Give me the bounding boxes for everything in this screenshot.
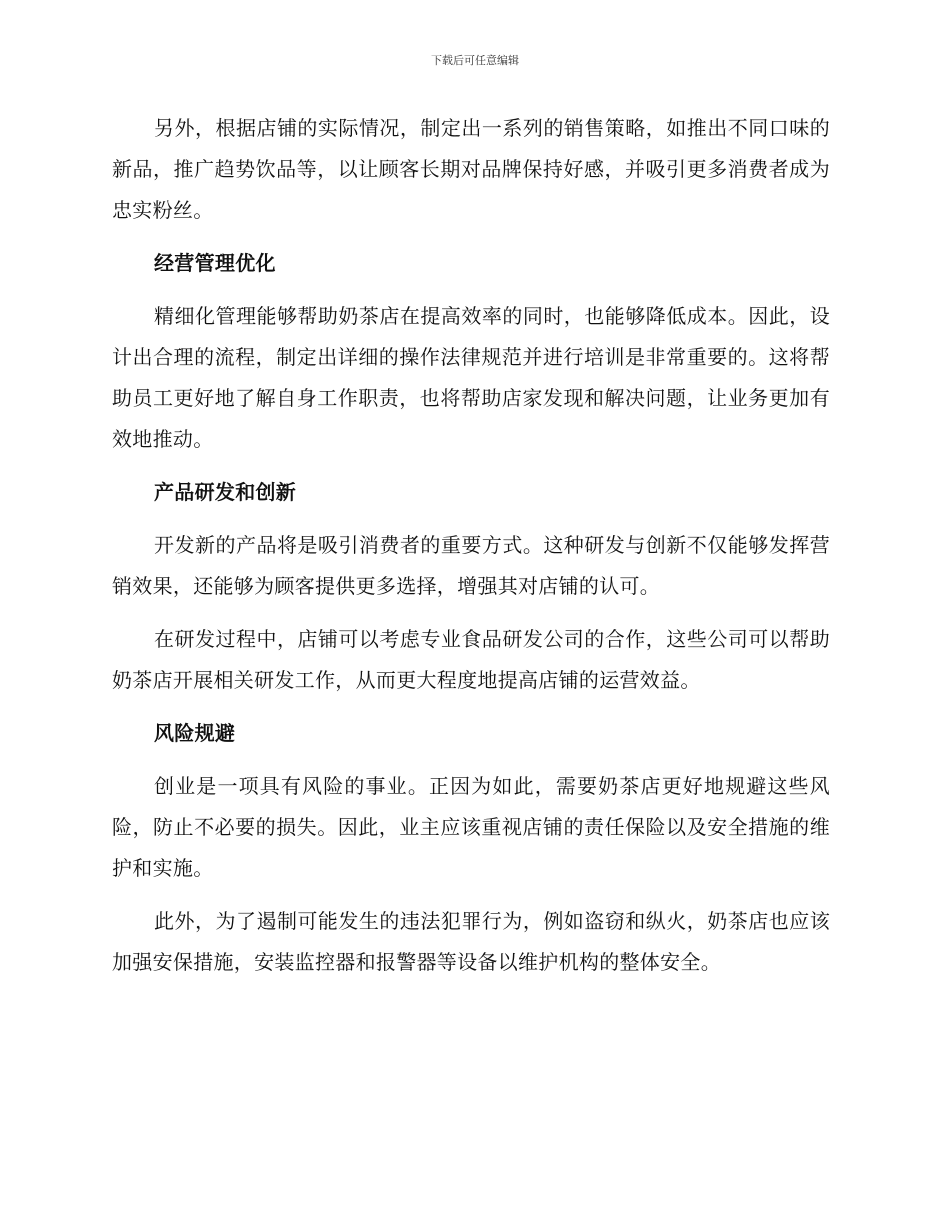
section-heading-risk: 风险规避 xyxy=(154,721,236,745)
risk-paragraph-1: 创业是一项具有风险的事业。正因为如此，需要奶茶店更好地规避这些风险，防止不必要的损失。因此，业主应该重视店铺的责任保险以及安全措施的维护和实施。 xyxy=(112,774,830,880)
section-heading-product-rd: 产品研发和创新 xyxy=(154,480,297,504)
product-rd-paragraph-1: 开发新的产品将是吸引消费者的重要方式。这种研发与创新不仅能够发挥营销效果，还能够为顾客提供更多选择，增强其对店铺的认可。 xyxy=(112,533,830,598)
page-header-note: 下载后可任意编辑 xyxy=(431,54,519,67)
product-rd-paragraph-2: 在研发过程中，店铺可以考虑专业食品研发公司的合作，这些公司可以帮助奶茶店开展相关研发工作，从而更大程度地提高店铺的运营效益。 xyxy=(112,627,830,692)
management-paragraph: 精细化管理能够帮助奶茶店在提高效率的同时，也能够降低成本。因此，设计出合理的流程，制定出详细的操作法律规范并进行培训是非常重要的。这将帮助员工更好地了解自身工作职责，也将帮助店家发现和解决问题，让业务更加有效地推动。 xyxy=(112,304,830,451)
document-body xyxy=(112,108,830,983)
section-heading-management: 经营管理优化 xyxy=(154,251,276,275)
intro-paragraph: 另外，根据店铺的实际情况，制定出一系列的销售策略，如推出不同口味的新品，推广趋势饮品等，以让顾客长期对品牌保持好感，并吸引更多消费者成为忠实粉丝。 xyxy=(112,116,830,222)
risk-paragraph-2: 此外，为了遏制可能发生的违法犯罪行为，例如盗窃和纵火，奶茶店也应该加强安保措施，安装监控器和报警器等设备以维护机构的整体安全。 xyxy=(112,909,830,974)
